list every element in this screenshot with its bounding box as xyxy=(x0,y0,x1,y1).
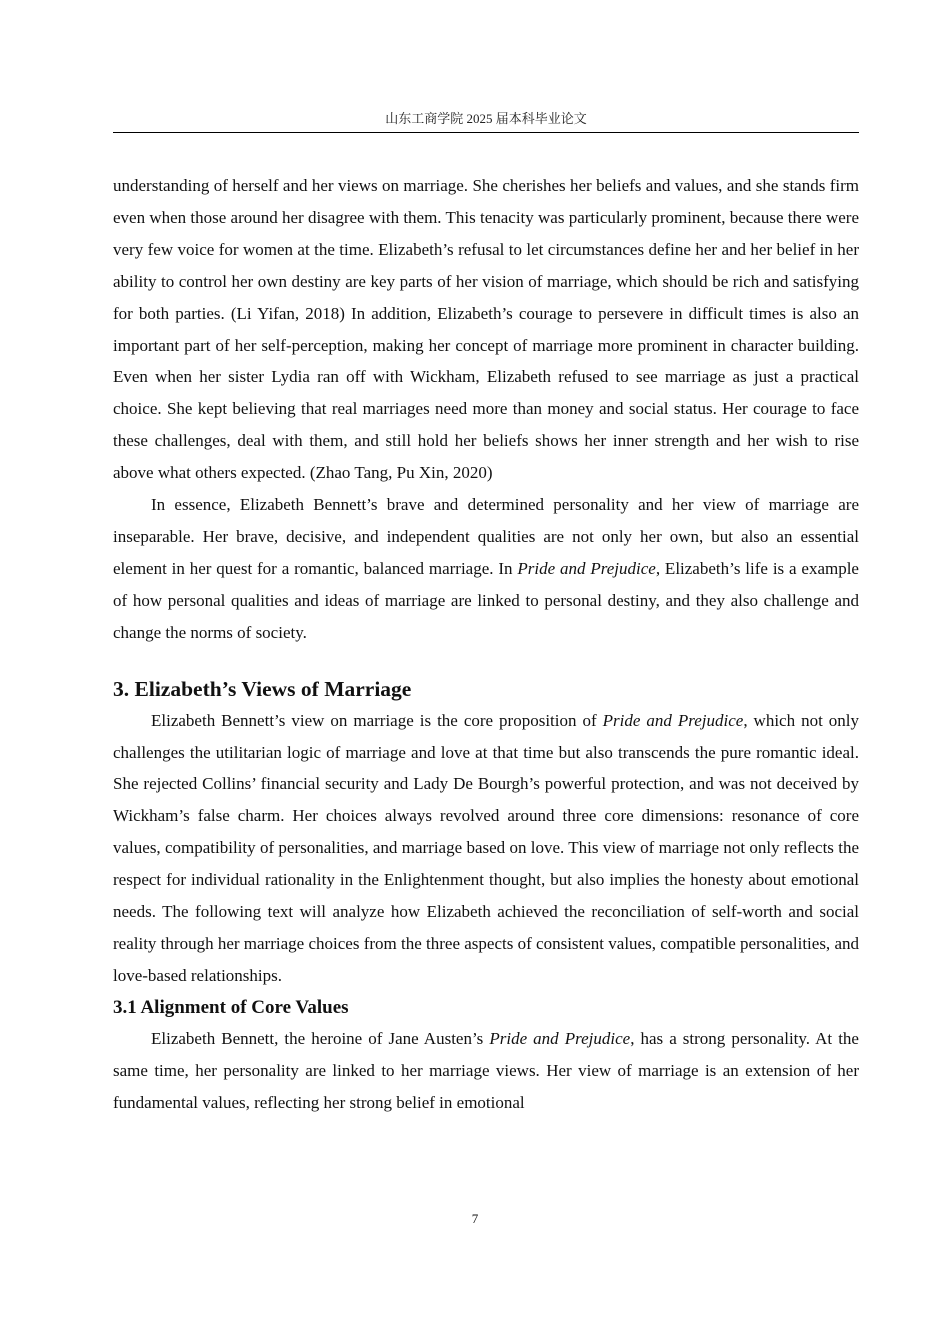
paragraph-in-essence xyxy=(113,489,859,649)
header-rule xyxy=(113,132,859,133)
paragraph-text: Elizabeth Bennett, the heroine of Jane Austen’s xyxy=(151,1028,490,1048)
book-title: Pride and Prejudice xyxy=(517,558,656,578)
paragraph-text: In essence, Elizabeth Bennett’s brave and determined personality and her view of marriage are inseparable. Her brave, decisive, and independent qualities are not only her own, but also an essential element in her quest for a romantic, balanced marriage. In xyxy=(113,495,859,578)
page-body xyxy=(113,170,859,1118)
section-heading: 3. Elizabeth’s Views of Marriage xyxy=(113,676,412,701)
subsection-heading: 3.1 Alignment of Core Values xyxy=(113,996,349,1018)
paragraph-section-intro xyxy=(113,705,859,992)
paragraph-text: , has a strong personality. At the same time, her personality are linked to her marriage views. Her view of marriage is an extension of her fundamental values, reflecting her strong belief in emotional xyxy=(113,1028,859,1112)
page-number: 7 xyxy=(471,1211,479,1226)
paragraph-continued: understanding of herself and her views on marriage. She cherishes her beliefs and values, and she stands firm even when those around her disagree with them. This tenacity was particularly prominent, because there were very few voice for women at the time. Elizabeth’s refusal to let circumstances define her and her belief in her ability to control her own destiny are key parts of her vision of marriage, which should be rich and satisfying for both parties. (Li Yifan, 2018) In addition, Elizabeth’s courage to persevere in difficult times is also an important part of her self-perception, making her concept of marriage more prominent in character building. Even when her sister Lydia ran off with Wickham, Elizabeth refused to see marriage as just a practical choice. She kept believing that real marriages need more than money and social status. Her courage to face these challenges, deal with them, and still hold her beliefs shows her inner strength and her wish to rise above what others expected. (Zhao Tang, Pu Xin, 2020) xyxy=(113,176,859,483)
book-title: Pride and Prejudice xyxy=(602,710,744,730)
paragraph-subsection-intro xyxy=(113,1023,859,1119)
paragraph-text: Elizabeth Bennett’s view on marriage is the core proposition of xyxy=(151,710,603,730)
paragraph-text: , Elizabeth’s life is a example of how personal qualities and ideas of marriage are linked to personal destiny, and they also challenge and change the norms of society. xyxy=(113,558,859,642)
paragraph-text: , which not only challenges the utilitarian logic of marriage and love at that time but also transcends the pure romantic ideal. She rejected Collins’ financial security and Lady De Bourgh’s powerful protection, and was not deceived by Wickham’s false charm. Her choices always revolved around three core dimensions: resonance of core values, compatibility of personalities, and marriage based on love. This view of marriage not only reflects the respect for individual rationality in the Enlightenment thought, but also implies the honesty about emotional needs. The following text will analyze how Elizabeth achieved the reconciliation of self-worth and social reality through her marriage choices from the three aspects of consistent values, compatible personalities, and love-based relationships. xyxy=(113,710,859,985)
book-title: Pride and Prejudice xyxy=(489,1028,631,1048)
running-header: 山东工商学院 2025 届本科毕业论文 xyxy=(385,111,587,126)
